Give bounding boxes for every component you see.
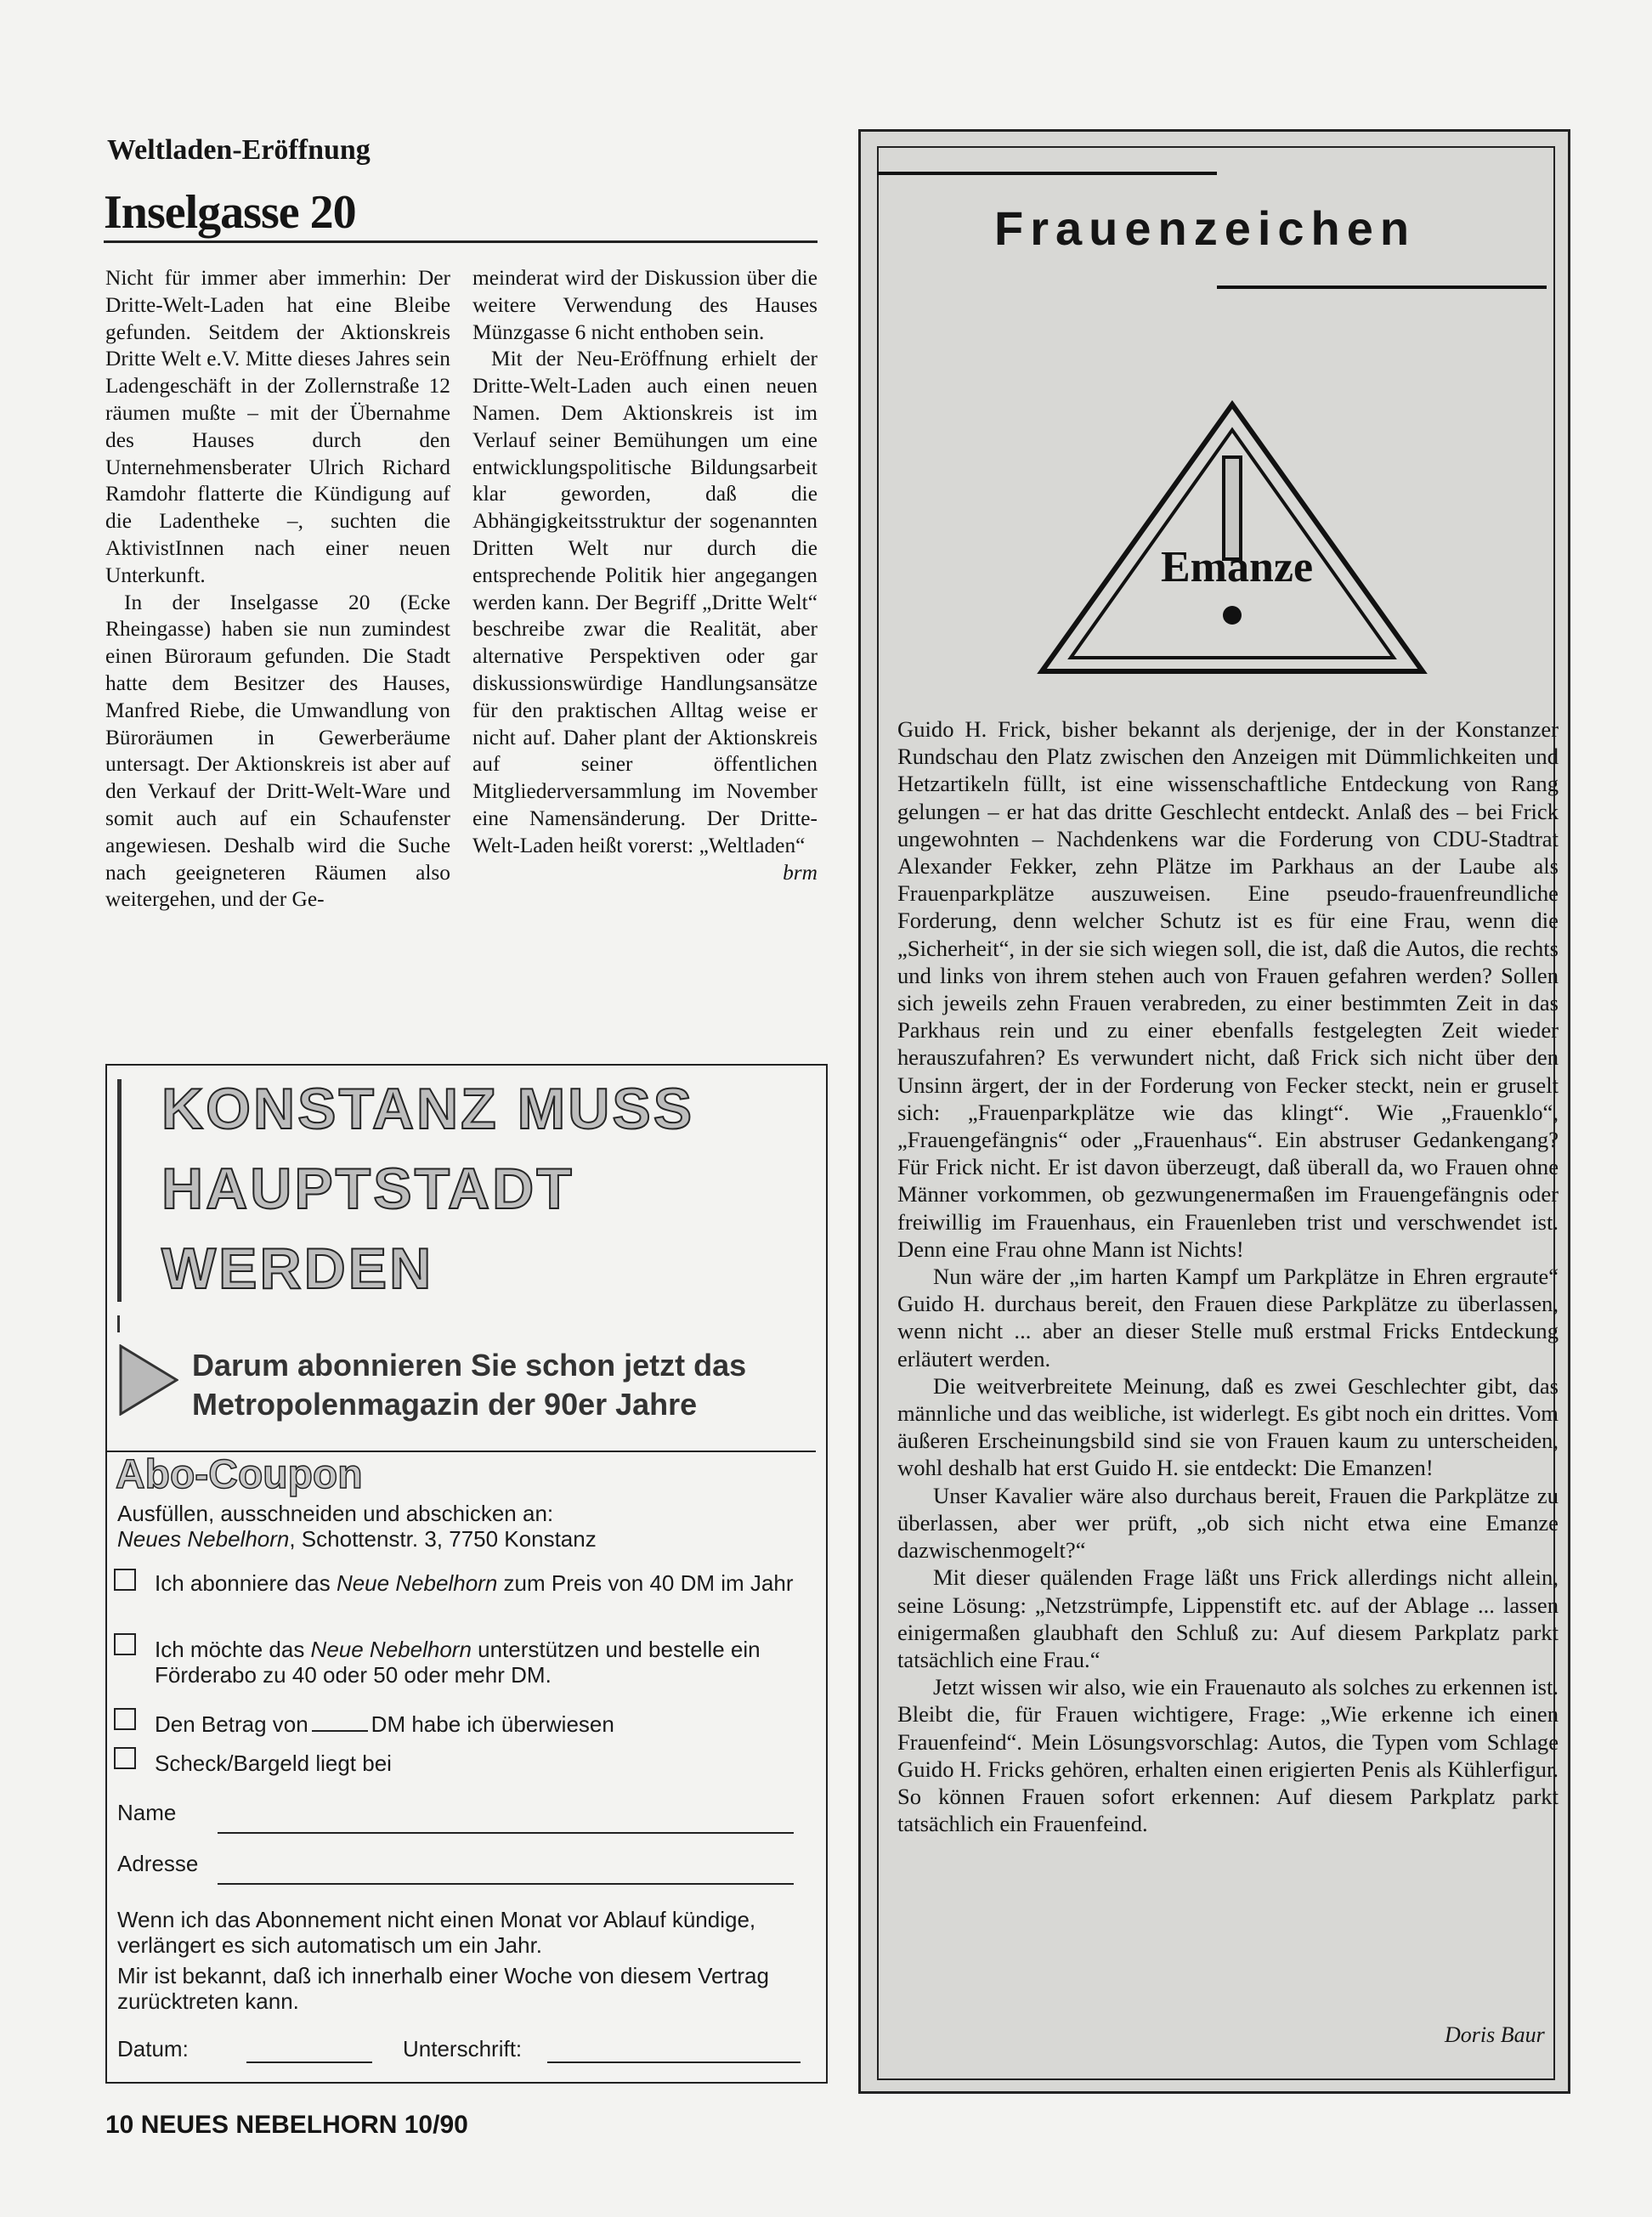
date-label: Datum: [117, 2036, 189, 2061]
option-text: unterstützen und bestelle ein Förderabo zu 40 oder 50 oder mehr DM. [155, 1637, 761, 1688]
address-text: , Schottenstr. 3, 7750 Konstanz [289, 1526, 597, 1552]
article-kicker: Weltladen-Eröffnung [107, 134, 371, 166]
transfer-option [155, 1711, 809, 1737]
option-text: zum Preis von 40 DM im Jahr [497, 1570, 794, 1596]
page-footer: 10 NEUES NEBELHORN 10/90 [105, 2111, 468, 2139]
name-field[interactable] [218, 1832, 794, 1834]
coupon-instructions: Ausfüllen, ausschneiden und abschicken an: [117, 1501, 554, 1526]
coupon-title: Abo-Coupon [116, 1452, 363, 1497]
column-text [897, 715, 1559, 1837]
column-paragraph: Die weitverbreitete Meinung, daß es zwei Geschlechter gibt, das männliche und das weibliche, ist widerlegt. Es gibt noch ein drittes. Vom äußeren Erscheinungsbild sind sie von Frauen kaum zu unterscheiden, wohl deshalb hat erst Guido H. sie entdeckt: Die Emanzen! [897, 1372, 1559, 1481]
column-title: Frauenzeichen [994, 201, 1417, 255]
cheque-option: Scheck/Bargeld liegt bei [155, 1750, 392, 1776]
article-column-2 [472, 265, 818, 886]
ad-headline-line-3: WERDEN [161, 1236, 434, 1301]
address-field[interactable] [218, 1883, 794, 1885]
auto-renew-notice: Wenn ich das Abonnement nicht einen Monat vor Ablauf kündige, verlängert es sich automatisch um ein Jahr. [117, 1907, 756, 1958]
column-author: Doris Baur [1445, 2022, 1545, 2047]
publication-name: Neue Nebelhorn [336, 1570, 498, 1596]
headline-rule [104, 240, 818, 243]
support-checkbox[interactable] [114, 1633, 136, 1655]
date-field[interactable] [246, 2061, 372, 2063]
article-paragraph: meinderat wird der Diskussion über die weitere Verwendung des Hauses Münzgasse 6 nicht enthoben sein. [472, 266, 818, 344]
support-option [155, 1637, 809, 1688]
column-paragraph: Nun wäre der „im harten Kampf um Parkplätze in Ehren ergraute“ Guido H. durchaus bereit, den Frauen diese Parkplätze zu überlassen, wenn nicht ... aber an dieser Stelle muß erstmal Fricks Entdeckung erläutert werden. [897, 1264, 1559, 1371]
ad-side-bar [117, 1079, 122, 1302]
play-arrow-icon [119, 1344, 178, 1416]
withdrawal-notice: Mir ist bekannt, daß ich innerhalb einer Woche von diesem Vertrag zurücktreten kann. [117, 1963, 769, 2014]
column-paragraph: Jetzt wissen wir also, wie ein Frauenauto als solches zu erkennen ist. Bleibt die, für Frauen wichtigere, Frage: „Wie erkenne ich einen Frauenfeind“. Mein Lösungsvorschlag: Autos, die Typen vom Schlage Guido H. Fricks gehören, erhalten einen erigierten Penis als Kühlerfigur. So können Frauen sofort erkennen: Auf diesem Parkplatz parkt tatsächlich ein Frauenfeind. [897, 1674, 1559, 1837]
option-text: DM habe ich überwiesen [371, 1711, 614, 1737]
publication-name: Neue Nebelhorn [310, 1637, 472, 1662]
article-signature: brm [783, 860, 818, 885]
name-label: Name [117, 1800, 177, 1825]
ad-headline-line-2: HAUPTSTADT [161, 1157, 574, 1221]
ad-tagline-1: Darum abonnieren Sie schon jetzt das [192, 1348, 747, 1383]
article-paragraph [472, 346, 818, 885]
subscribe-checkbox[interactable] [114, 1569, 136, 1591]
coupon-address [117, 1526, 597, 1552]
address-label: Adresse [117, 1851, 199, 1876]
article-column-1 [105, 265, 450, 913]
ad-tagline-2: Metropolenmagazin der 90er Jahre [192, 1387, 698, 1422]
amount-field[interactable] [312, 1711, 368, 1732]
option-text: Den Betrag von [155, 1711, 308, 1737]
option-text: Ich möchte das [155, 1637, 311, 1662]
article-headline: Inselgasse 20 [104, 186, 356, 239]
publication-name: Neues Nebelhorn [117, 1526, 290, 1552]
transfer-checkbox[interactable] [114, 1708, 136, 1730]
title-rule-bottom [1217, 286, 1547, 289]
ad-headline-line-1: KONSTANZ MUSS [161, 1077, 695, 1141]
signature-field[interactable] [547, 2061, 801, 2063]
article-paragraph: In der Inselgasse 20 (Ecke Rheingasse) haben sie nun zumindest einen Büroraum gefunden. Die Stadt hatte dem Besitzer des Hauses, Manfred Riebe, die Umwandlung von Büroräumen in Gewerberäume untersagt. Der Aktionskreis ist aber auf den Verkauf der Dritt-Welt-Ware und somit auch auf ein Schaufenster angewiesen. Deshalb wird die Suche nach geeigneteren Räumen also weitergehen, und der Ge- [105, 590, 450, 912]
title-rule-top [877, 172, 1217, 175]
column-paragraph: Unser Kavalier wäre also durchaus bereit, Frauen die Parkplätze zu überlassen, aber wer prüft, „ob sich nicht etwa eine Emanze dazwischenmogelt?“ [897, 1482, 1559, 1564]
article-paragraph: Nicht für immer aber immerhin: Der Dritte-Welt-Laden hat eine Bleibe gefunden. Seitdem der Aktionskreis Dritte Welt e.V. Mitte dieses Jahres sein Ladengeschäft in der Zollernstraße 12 räumen mußte – mit der Übernahme des Hauses durch den Unternehmensberater Ulrich Richard Ramdohr flatterte die Kündigung auf die Ladentheke –, suchten die AktivistInnen nach einer neuen Unterkunft. [105, 266, 450, 587]
column-paragraph: Mit dieser quälenden Frage läßt uns Frick allerdings nicht allein, seine Lösung: „Netzstrümpfe, Lippenstift etc. auf der Ablage ... lassen einigermaßen glaubhaft den Schluß zu: Auf diesem Parkplatz parkt tatsächlich eine Frau.“ [897, 1564, 1559, 1672]
sign-text: Emanze [1161, 543, 1314, 591]
article-paragraph-text: Mit der Neu-Eröffnung erhielt der Dritte-Welt-Laden auch einen neuen Namen. Dem Aktionskreis ist im Verlauf seiner Bemühungen um eine entwicklungspolitische Bildungsarbeit klar geworden, daß die Abhängigkeitsstruktur der sogenannten Dritten Welt nur durch die entsprechende Politik hier angegangen werden kann. Der Begriff „Dritte Welt“ beschreibe zwar die Realität, aber alternative Perspektiven oder gar diskussionswürdige Handlungsansätze für den praktischen Alltag weise er nicht auf. Daher plant der Aktionskreis auf seiner öffentlichen Mitgliederversammlung im November eine Namensänderung. Der Dritte-Welt-Laden heißt vorerst: „Weltladen“ [472, 347, 818, 857]
option-text: Ich abonniere das [155, 1570, 337, 1596]
cheque-checkbox[interactable] [114, 1747, 136, 1769]
subscribe-option [155, 1570, 809, 1596]
column-paragraph: Guido H. Frick, bisher bekannt als derjenige, der in der Konstanzer Rundschau den Platz zwischen den Anzeigen mit Dümmlichkeiten und Hetzartikeln füllt, ist eine wissenschaftliche Entdeckung von Rang gelungen – er hat das dritte Geschlecht entdeckt. Anlaß des – bei Frick ungewohnten – Nachdenkens war die Forderung von CDU-Stadtrat Alexander Fekker, zehn Plätze im Parkhaus an der Laube als Frauenparkplätze auszuweisen. Eine pseudo-frauenfreundliche Forderung, denn welcher Schutz ist es für eine Frau, wenn die „Sicherheit“, in der sie sich wiegen soll, die ist, daß die Autos, die rechts und links von ihrem stehen auch von Frauen gefahren werden? Sollen sich jeweils zehn Frauen verabreden, zu einer bestimmten Zeit in das Parkhaus rein und zu einer ebenfalls festgelegten Zeit wieder herauszufahren? Es verwundert nicht, daß Frick sich nicht über den Unsinn ärgert, der in der Forderung von Fecker steckt, nein er gruselt sich: „Frauenparkplätze wie das klingt“. Wie „Frauenklo“, „Frauengefängnis“ oder „Frauenhaus“. Ein abstruser Gedankengang? Für Frick nicht. Er ist davon überzeugt, daß überall da, wo Frauen ohne Männer vorkommen, ob gezwungenermaßen im Frauengefängnis oder freiwillig im Frauenhaus, ein Frauenleben trist und verschwendet ist. Denn eine Frau ohne Mann ist Nichts! [897, 716, 1559, 1262]
warning-sign-icon [1037, 399, 1428, 705]
ad-side-mark [117, 1315, 120, 1332]
signature-label: Unterschrift: [403, 2036, 523, 2061]
